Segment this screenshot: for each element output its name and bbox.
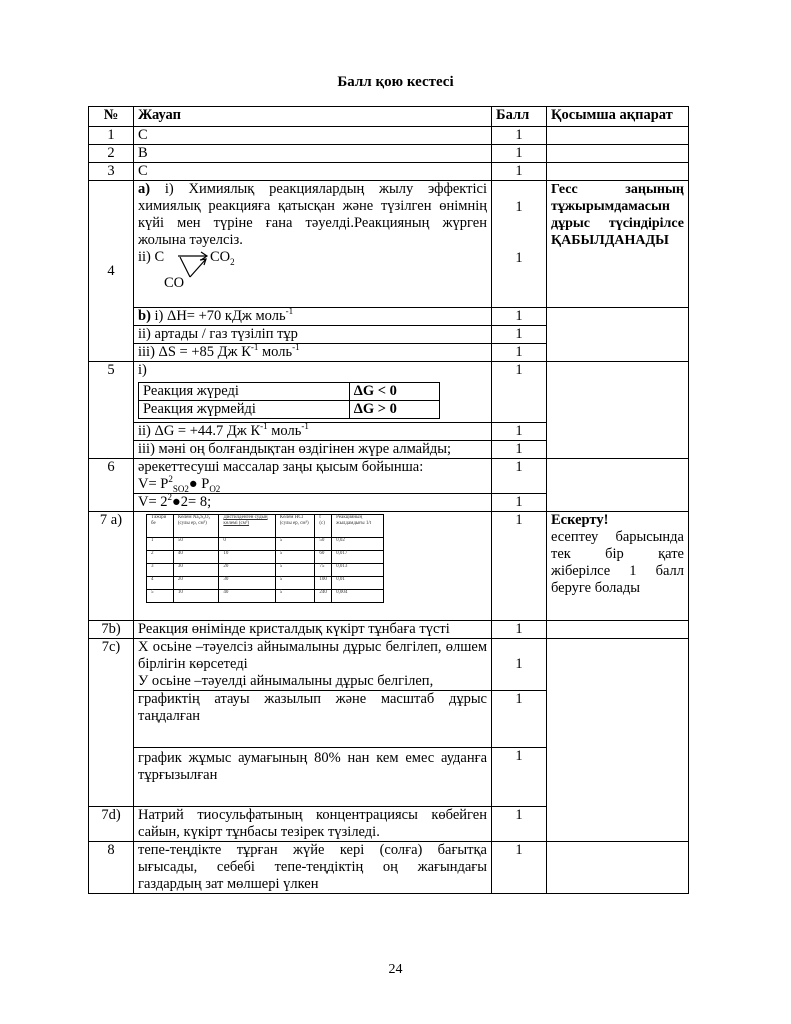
score-cell: 1: [492, 127, 547, 145]
table-row: [89, 308, 689, 326]
table-row: [89, 639, 689, 691]
reaction-c: ii) C: [138, 249, 165, 265]
row-number: 3: [89, 163, 134, 181]
row-number: 4: [89, 181, 134, 362]
row-number: 7b): [89, 621, 134, 639]
reaction-co: CO: [164, 275, 185, 291]
score-cell: 1: [492, 639, 547, 691]
info-cell: [547, 639, 689, 842]
answer-cell: C: [134, 127, 492, 145]
header-no: №: [89, 107, 134, 127]
score-cell: 1: [492, 326, 547, 344]
answer-cell: іі) артады / газ түзіліп тұр: [134, 326, 492, 344]
info-cell: [547, 127, 689, 145]
score-cell: 1: [492, 459, 547, 494]
score-cell: 1: [492, 691, 547, 748]
gibbs-table: [138, 382, 440, 419]
answer-cell: Натрий тиосульфатының концентрациясы көбейген сайын, күкірт тұнбасы тезірек түзіледі.: [134, 807, 492, 842]
answer-cell: B: [134, 145, 492, 163]
score-cell: 1: [492, 807, 547, 842]
part-label: a): [138, 181, 151, 197]
answer-cell: X осьіне –тәуелсіз айнымалыны дұрыс белгілеп, өлшем бірлігін көрсетеді У осьіне –тәуелді айнымалыны дұрыс белгілеп,: [134, 639, 492, 691]
scoring-table: [88, 106, 689, 894]
score-cell: 1: [492, 362, 547, 423]
row-number: 7 a): [89, 512, 134, 621]
score-cell: 1: [492, 423, 547, 441]
reaction-scheme: [138, 249, 487, 289]
page-title: Балл қою кестесі: [337, 74, 454, 90]
answer-cell: тепе-теңдікте тұрған жүйе кері (солға) бағытқа ығысады, себебі тепе-теңдіктің оң жағындағы газдардың зат мөлшері үлкен: [134, 842, 492, 894]
table-row: [89, 621, 689, 639]
answer-cell: график жұмыс аумағының 80% нан кем емес ауданға тұрғызылған: [134, 748, 492, 807]
row-number: 5: [89, 362, 134, 459]
info-cell: [547, 145, 689, 163]
info-cell: [547, 842, 689, 894]
answer-cell: ііі) ΔS = +85 Дж $К^{-1}$ моль$^{-1}$: [134, 344, 492, 362]
reaction-co2: $CO_2$: [210, 249, 235, 267]
gibbs-value: ΔG > 0: [349, 401, 439, 419]
row-number: 7d): [89, 807, 134, 842]
score-cell: 1: [492, 163, 547, 181]
answer-cell: C: [134, 163, 492, 181]
answer-cell: ііі) мәні оң болғандықтан өздігінен жүре алмайды;: [134, 441, 492, 459]
score-cell: 1: [492, 344, 547, 362]
page-number: 24: [388, 962, 403, 977]
info-cell: [547, 362, 689, 459]
info-note: Ескерту! есептеу барысында тек бір қате жіберілсе 1 балл беруге болады: [547, 512, 689, 621]
answer-cell: іі) ΔG = +44.7 Дж $К^{-1}$ моль$^{-1}$: [134, 423, 492, 441]
answer-cell: әрекеттесуші массалар заңы қысым бойынша: $V= P^2_{SO2}●$ $P_{O2}$: [134, 459, 492, 494]
score-cell: 1: [492, 308, 547, 326]
table-row: [89, 163, 689, 181]
header-info: Қосымша ақпарат: [547, 107, 689, 127]
score-cell: 1: [492, 842, 547, 894]
answer-cell: [134, 181, 492, 308]
gibbs-value: ΔG < 0: [349, 383, 439, 401]
table-row: [89, 181, 689, 308]
answer-cell: Реакция өнімінде кристалдық күкірт тұнбаға түсті: [134, 621, 492, 639]
answer-cell: [134, 512, 492, 621]
row-number: 8: [89, 842, 134, 894]
info-cell: [547, 459, 689, 512]
table-row: [89, 512, 689, 621]
score-cell: 1: [492, 512, 547, 621]
header-score: Балл: [492, 107, 547, 127]
row-number: 2: [89, 145, 134, 163]
info-note: Гесс заңының тұжырымдамасын дұрыс түсіндірілсе ҚАБЫЛДАНАДЫ: [547, 181, 689, 308]
score-cell: 1: [492, 494, 547, 512]
answer-text: і) Химиялық реакциялардың жылу эффектісі химиялық реакцияға қатысқан және түзілген өнімнің күйі мен түріне ғана тәуелді.Реакцияның жүрген жолына тәуелсіз.: [138, 181, 487, 248]
table-header: [89, 107, 689, 127]
table-row: [89, 145, 689, 163]
info-cell: [547, 621, 689, 639]
info-cell: [547, 308, 689, 362]
table-row: [89, 127, 689, 145]
experiment-table: Тәжіри бе Көлем Na₂S₂O₃ (сулы ер, см³) Дистилденген судың көлемі (см³) Көлем HCl (сулы ер, см³) t (с) Реакцияның жылдамдығы 1/t 1 50 0 5 50 0,02 2 40 10 5 60 0,017 3 30 20 5 75 0,013 4 20 30 5 100 0,01 5 10 40 5 240 0,004: [146, 514, 384, 603]
table-row: [89, 842, 689, 894]
table-row: [89, 362, 689, 423]
score-cell: 1: [492, 145, 547, 163]
score-cell: 1: [492, 441, 547, 459]
table-row: [89, 459, 689, 494]
header-answer: Жауап: [134, 107, 492, 127]
answer-cell: b) і) ΔH= +70 кДж моль$^{-1}$: [134, 308, 492, 326]
answer-cell: графиктің атауы жазылып және масштаб дұрыс таңдалған: [134, 691, 492, 748]
answer-cell: $V= 2^2●2= 8$;: [134, 494, 492, 512]
answer-cell: і) Реакция жүреді ΔG < 0 Реакция жүрмейді ΔG > 0: [134, 362, 492, 423]
row-number: 1: [89, 127, 134, 145]
gibbs-label: Реакция жүреді: [139, 383, 350, 401]
score-cell: 1: [492, 748, 547, 807]
score-cell: 1: [492, 621, 547, 639]
row-number: 7c): [89, 639, 134, 807]
score-cell: 1 1: [492, 181, 547, 308]
info-cell: [547, 163, 689, 181]
row-number: 6: [89, 459, 134, 512]
gibbs-label: Реакция жүрмейді: [139, 401, 350, 419]
